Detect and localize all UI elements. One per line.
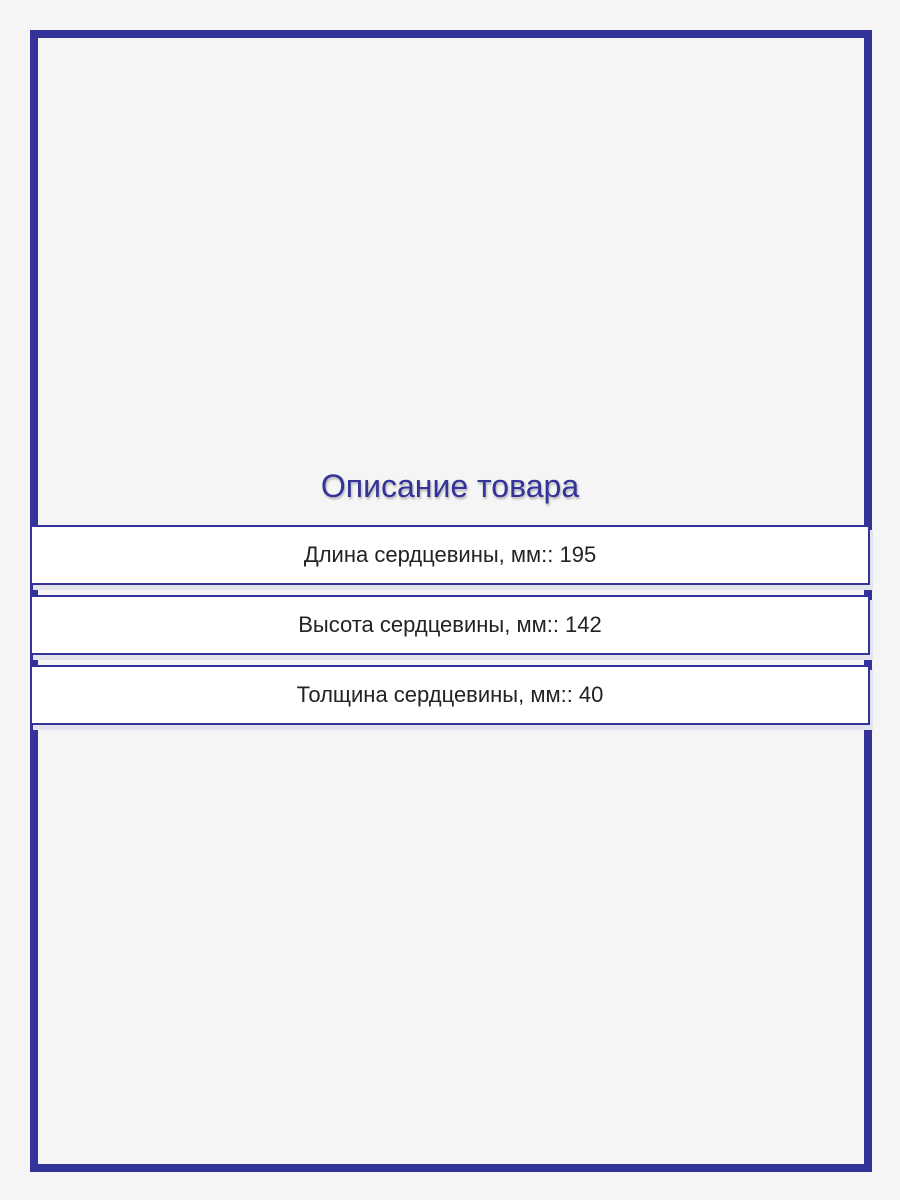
section-title: Описание товара	[320, 468, 580, 504]
spec-row-core-thickness	[30, 665, 870, 725]
spec-text: Высота сердцевины, мм:: 142	[298, 612, 602, 637]
spec-text: Толщина сердцевины, мм:: 40	[296, 682, 604, 707]
spec-row-core-length	[30, 525, 870, 585]
spec-row-core-height	[30, 595, 870, 655]
spec-text: Длина сердцевины, мм:: 195	[303, 542, 597, 567]
